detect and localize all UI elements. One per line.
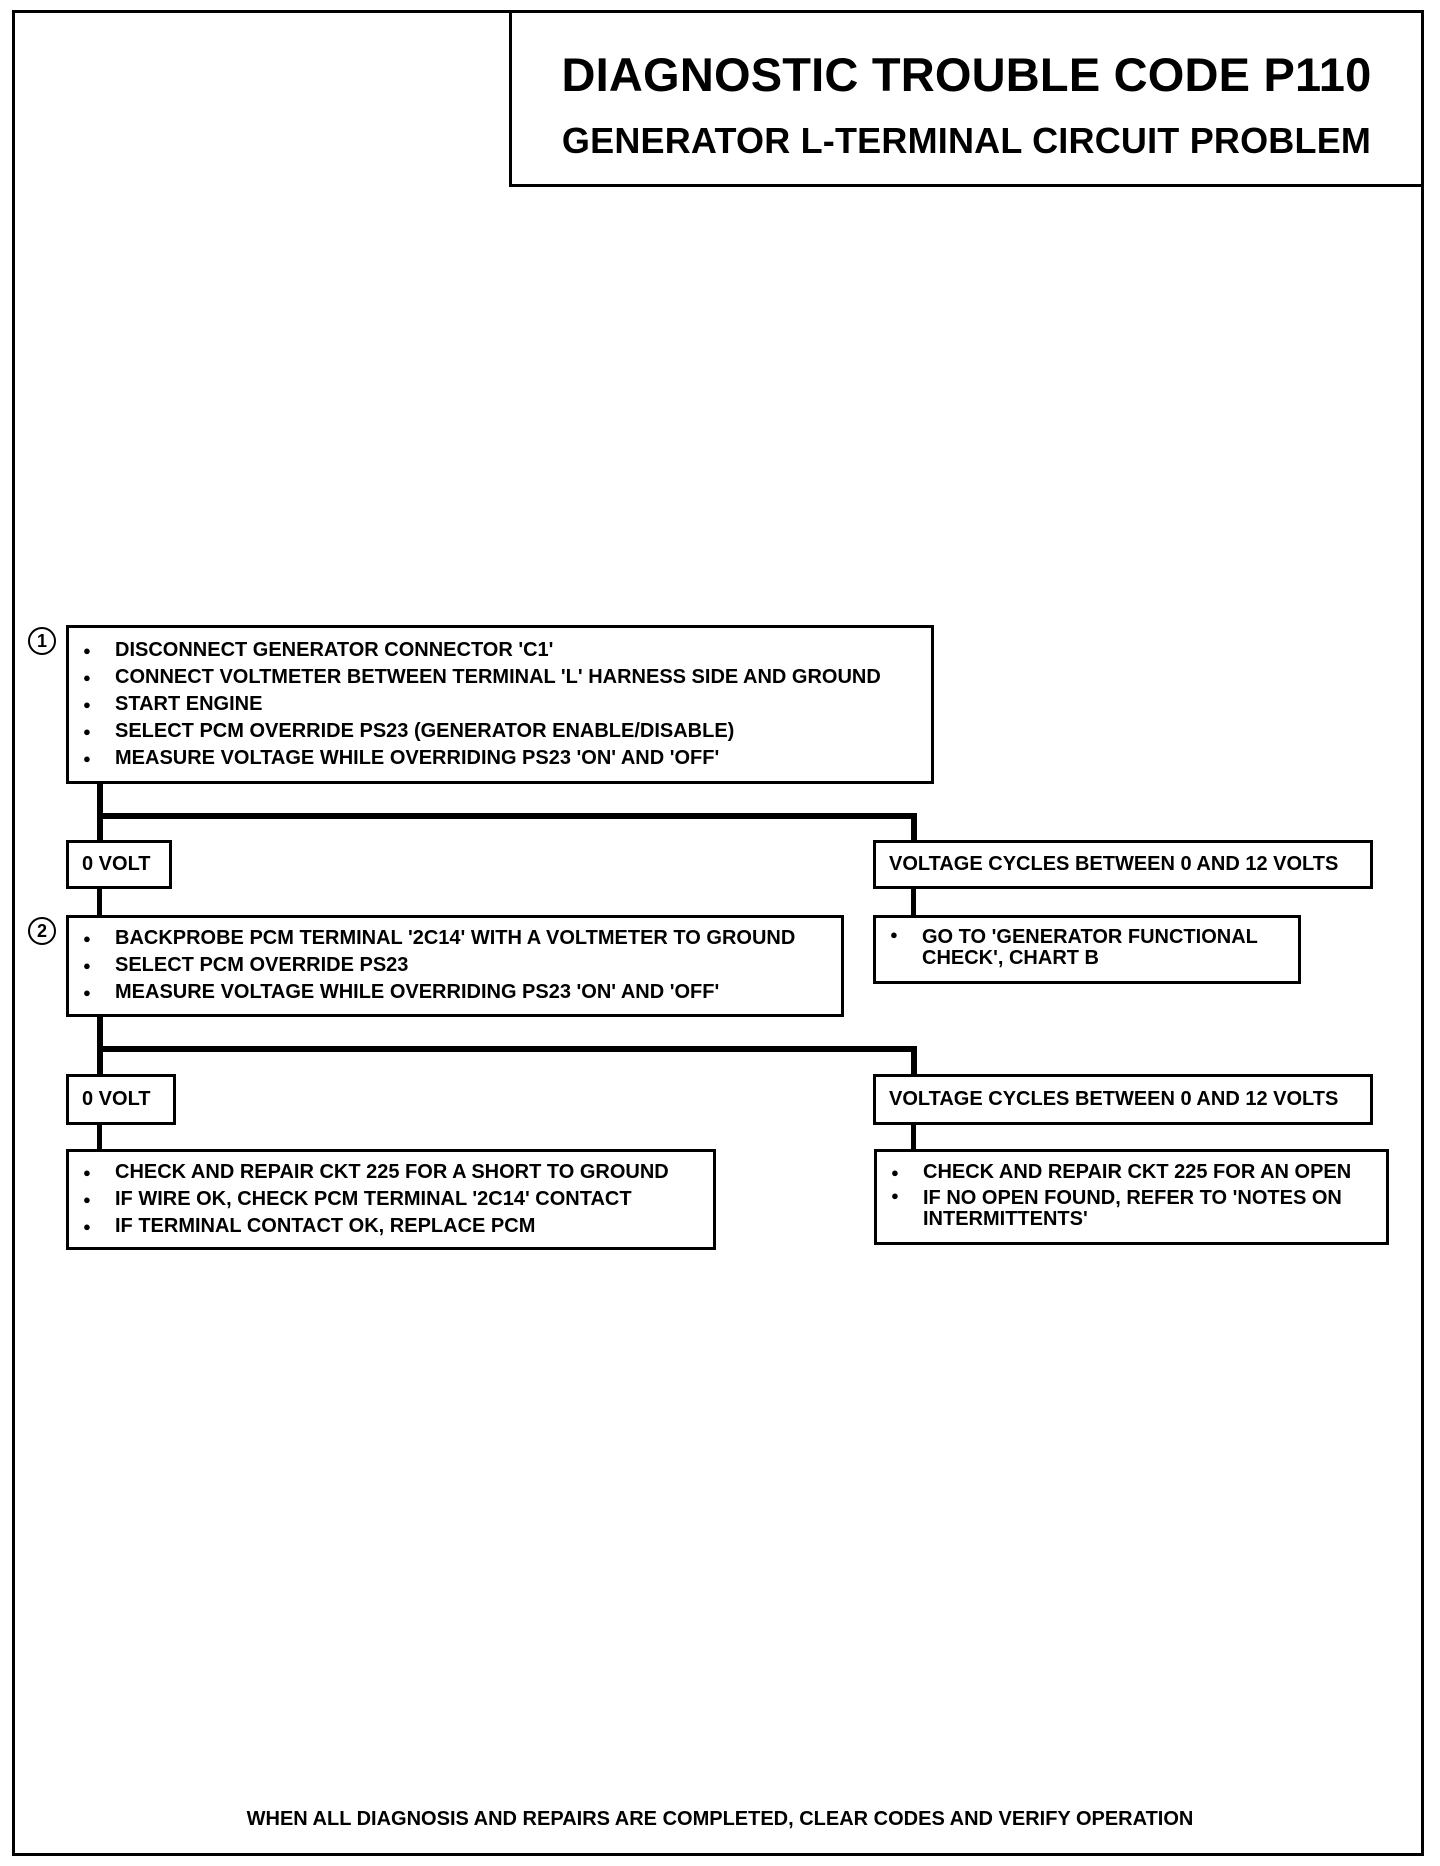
- branch-2-left-label-box: [66, 1074, 176, 1125]
- step-2-item: ● BACKPROBE PCM TERMINAL '2C14' WITH A VOLTMETER TO GROUND: [69, 925, 841, 952]
- step-2-item: ● SELECT PCM OVERRIDE PS23: [69, 952, 841, 979]
- step-1-item: ● SELECT PCM OVERRIDE PS23 (GENERATOR ENABLE/DISABLE): [69, 718, 931, 745]
- branch-2-right-label: VOLTAGE CYCLES BETWEEN 0 AND 12 VOLTS: [889, 1088, 1339, 1110]
- step-1-marker: [28, 627, 56, 655]
- step-1-item: ● DISCONNECT GENERATOR CONNECTOR 'C1': [69, 637, 931, 664]
- branch-2-left-result-item: ● IF WIRE OK, CHECK PCM TERMINAL '2C14' CONTACT: [69, 1186, 713, 1213]
- step-2-box: [66, 915, 844, 1017]
- connector-line: [97, 784, 103, 840]
- step-1-item: ● CONNECT VOLTMETER BETWEEN TERMINAL 'L' HARNESS SIDE AND GROUND: [69, 664, 931, 691]
- branch-2-left-label: 0 VOLT: [82, 1088, 151, 1110]
- branch-2-right-result-box: [874, 1149, 1389, 1245]
- connector-line: [97, 1046, 917, 1052]
- branch-2-left-result-item: ● IF TERMINAL CONTACT OK, REPLACE PCM: [69, 1213, 713, 1240]
- branch-1-left-label-box: [66, 840, 172, 889]
- step-1-number: 1: [36, 630, 47, 651]
- step-1-item: ● START ENGINE: [69, 691, 931, 718]
- step-2-marker: [28, 917, 56, 945]
- branch-2-right-result-item: ● CHECK AND REPAIR CKT 225 FOR AN OPEN: [877, 1159, 1386, 1186]
- page-title: DIAGNOSTIC TROUBLE CODE P110: [561, 48, 1372, 101]
- step-2-item: ● MEASURE VOLTAGE WHILE OVERRIDING PS23 'ON' AND 'OFF': [69, 979, 841, 1006]
- step-2-number: 2: [36, 920, 47, 941]
- step-2-list: [69, 925, 841, 1006]
- connector-line: [911, 1125, 916, 1149]
- connector-line: [97, 889, 102, 915]
- connector-line: [911, 1046, 917, 1074]
- branch-1-right-label: VOLTAGE CYCLES BETWEEN 0 AND 12 VOLTS: [889, 853, 1339, 875]
- footer-note: WHEN ALL DIAGNOSIS AND REPAIRS ARE COMPLETED, CLEAR CODES AND VERIFY OPERATION: [246, 1808, 1194, 1830]
- branch-1-right-result-item: ● GO TO 'GENERATOR FUNCTIONAL CHECK', CHART B: [876, 927, 1298, 969]
- page-subtitle: GENERATOR L-TERMINAL CIRCUIT PROBLEM: [561, 120, 1372, 161]
- connector-line: [97, 1125, 102, 1149]
- connector-line: [97, 813, 917, 819]
- title-box: [509, 10, 1424, 187]
- step-1-box: [66, 625, 934, 784]
- branch-2-left-result-list: [69, 1159, 713, 1240]
- step-1-item: ● MEASURE VOLTAGE WHILE OVERRIDING PS23 'ON' AND 'OFF': [69, 745, 931, 772]
- branch-2-right-result-item: ● IF NO OPEN FOUND, REFER TO 'NOTES ON INTERMITTENTS': [877, 1188, 1386, 1230]
- branch-2-right-label-box: [873, 1074, 1373, 1125]
- branch-1-right-label-box: [873, 840, 1373, 889]
- branch-2-right-result-list: [877, 1159, 1386, 1230]
- connector-line: [911, 889, 916, 915]
- branch-1-right-result-box: [873, 915, 1301, 984]
- branch-2-left-result-box: [66, 1149, 716, 1250]
- branch-2-left-result-item: ● CHECK AND REPAIR CKT 225 FOR A SHORT TO GROUND: [69, 1159, 713, 1186]
- branch-1-right-result-list: [876, 927, 1298, 969]
- branch-1-left-label: 0 VOLT: [82, 853, 151, 875]
- step-1-list: [69, 637, 931, 772]
